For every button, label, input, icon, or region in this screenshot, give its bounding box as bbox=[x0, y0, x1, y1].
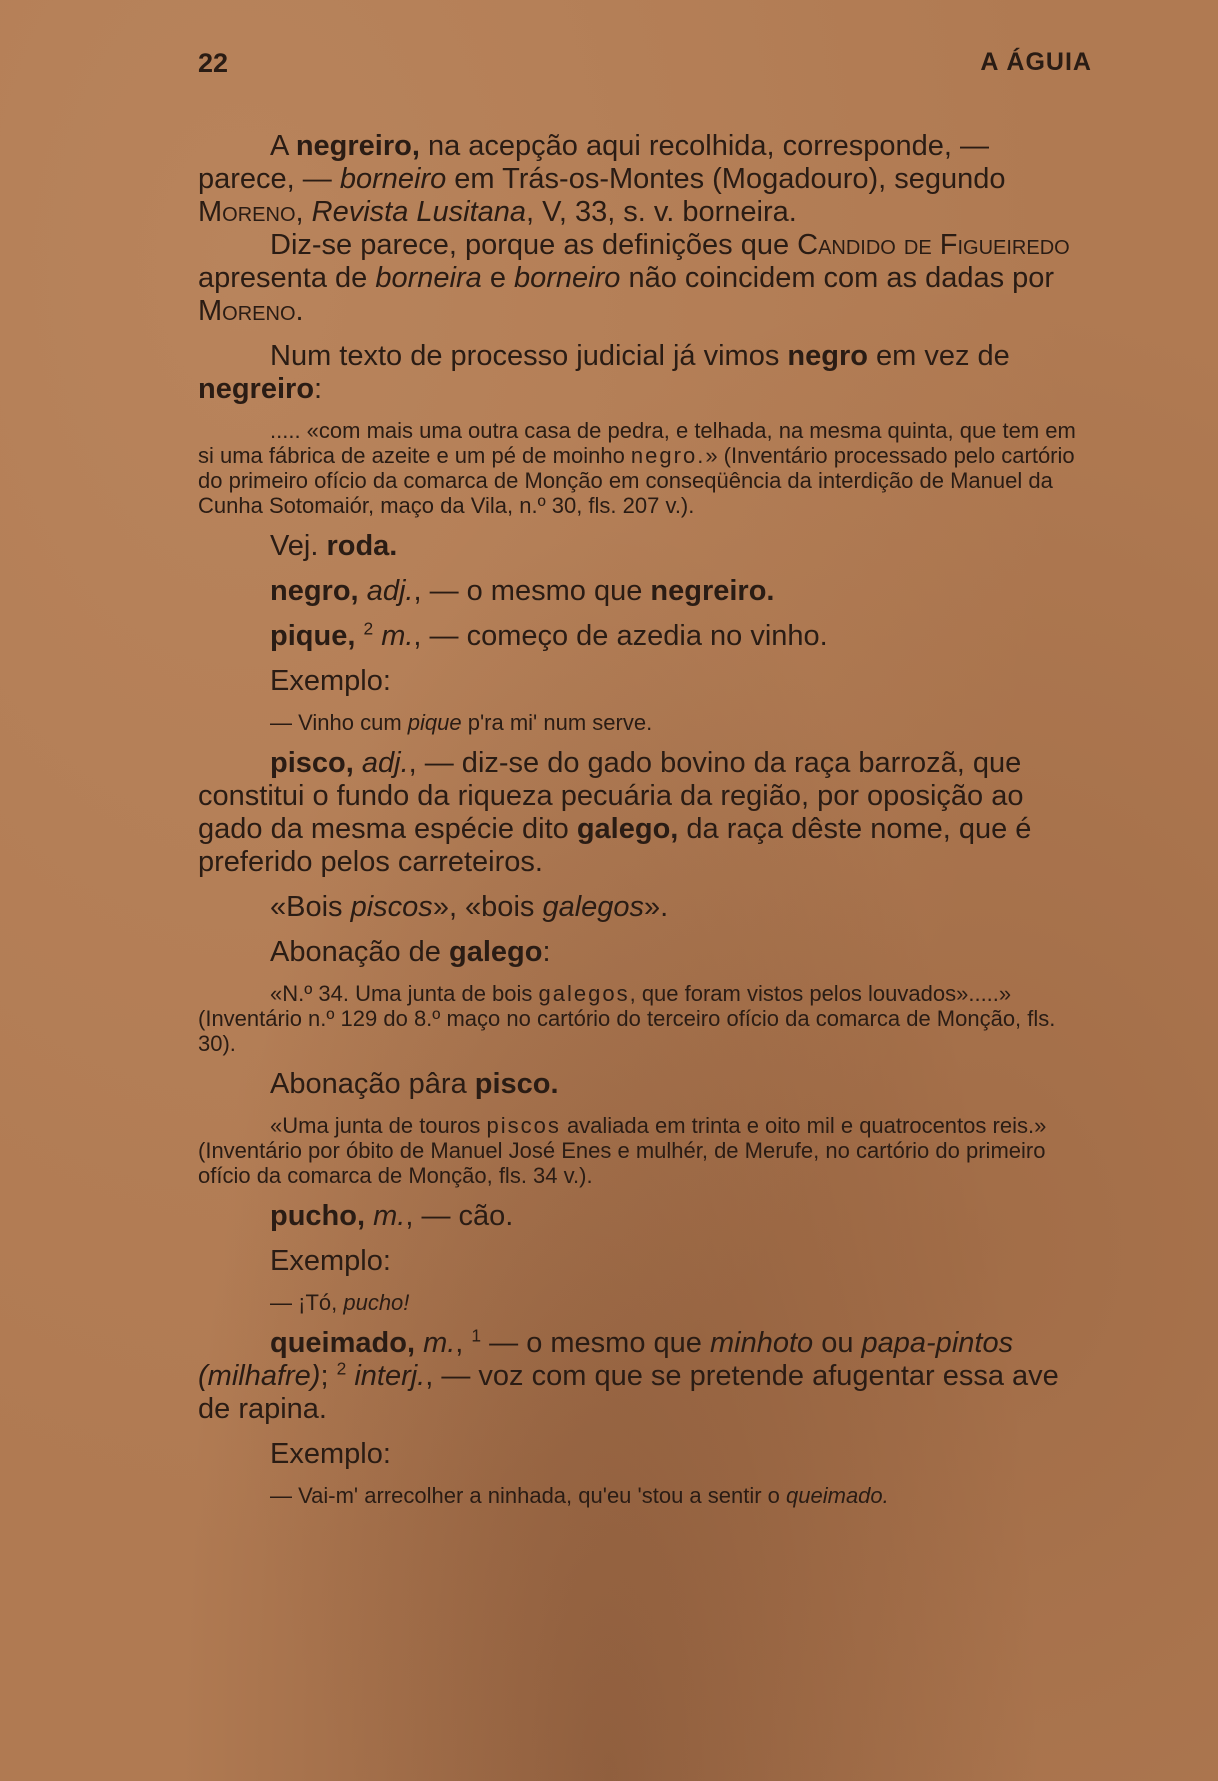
quote-touros-piscos: «Uma junta de touros piscos avaliada em trinta e oito mil e quatrocentos reis.» (Inventário por óbito de Manuel José Enes e mulhér, de Merufe, no cartório do primeiro ofício da comarca de Monção, fls. 34 v.). bbox=[198, 1113, 1047, 1188]
entry-pisco: pisco, adj., — diz-se do gado bovino da raça barrozã, que constitui o fundo da riqueza pecuária da região, por oposição ao gado da mesma espécie dito galego, da raça dêste nome, que é preferido pelos carreteiros. bbox=[198, 747, 1032, 878]
page-body bbox=[198, 130, 1088, 1508]
page-number: 22 bbox=[198, 48, 229, 78]
page-header bbox=[0, 48, 1218, 88]
example-quote-queimado: — Vai-m' arrecolher a ninhada, qu'eu 'stou a sentir o queimado. bbox=[270, 1483, 889, 1508]
entry-queimado: queimado, m., $^1$ — o mesmo que minhoto ou papa-pintos (milhafre); $^2$ interj., — voz com que se pretende afugentar essa ave de rapina. bbox=[198, 1325, 1059, 1425]
paragraph-diz-se: Diz-se parece, porque as definições que Candido de Figueiredo apresenta de borneira e borneiro não coincidem com as dadas por Moreno. bbox=[198, 229, 1070, 327]
example-label: Exemplo: bbox=[270, 665, 391, 697]
example-quote-pique: — Vinho cum pique p'ra mi' num serve. bbox=[270, 710, 653, 735]
bois-piscos-galegos: «Bois piscos», «bois galegos». bbox=[270, 891, 669, 923]
example-label-3: Exemplo: bbox=[270, 1438, 391, 1470]
paragraph-negreiro: A negreiro, na acepção aqui recolhida, corresponde, — parece, — borneiro em Trás-os-Montes (Mogadouro), segundo Moreno, Revista Lusitana, V, 33, s. v. borneira. bbox=[198, 130, 1006, 228]
paragraph-texto-judicial: Num texto de processo judicial já vimos negro em vez de negreiro: bbox=[198, 340, 1010, 405]
running-title: A ÁGUIA bbox=[980, 48, 1092, 76]
quote-inventario-monção: ..... «com mais uma outra casa de pedra, e telhada, na mesma quinta, que tem em si uma fábrica de azeite e um pé de moinho negro.» (Inventário processado pelo cartório do primeiro ofício da comarca de Monção em conseqüência da interdição de Manuel da Cunha Sotomaiór, maço da Vila, n.º 30, fls. 207 v.). bbox=[198, 418, 1076, 518]
abonacao-galego: Abonação de galego: bbox=[270, 936, 551, 968]
abonacao-pisco: Abonação pâra pisco. bbox=[270, 1068, 559, 1100]
entry-pucho: pucho, m., — cão. bbox=[270, 1200, 514, 1232]
entry-negro: negro, adj., — o mesmo que negreiro. bbox=[270, 575, 775, 607]
quote-bois-galegos: «N.º 34. Uma junta de bois galegos, que foram vistos pelos louvados».....» (Inventário n.º 129 do 8.º maço no cartório do terceiro ofício da comarca de Monção, fls. 30). bbox=[198, 981, 1056, 1056]
entry-pique: pique, $^2$ m., — começo de azedia no vinho. bbox=[270, 618, 828, 652]
cross-reference-roda: Vej. roda. bbox=[270, 530, 398, 562]
example-quote-pucho: — ¡Tó, pucho! bbox=[270, 1290, 410, 1315]
example-label-2: Exemplo: bbox=[270, 1245, 391, 1277]
